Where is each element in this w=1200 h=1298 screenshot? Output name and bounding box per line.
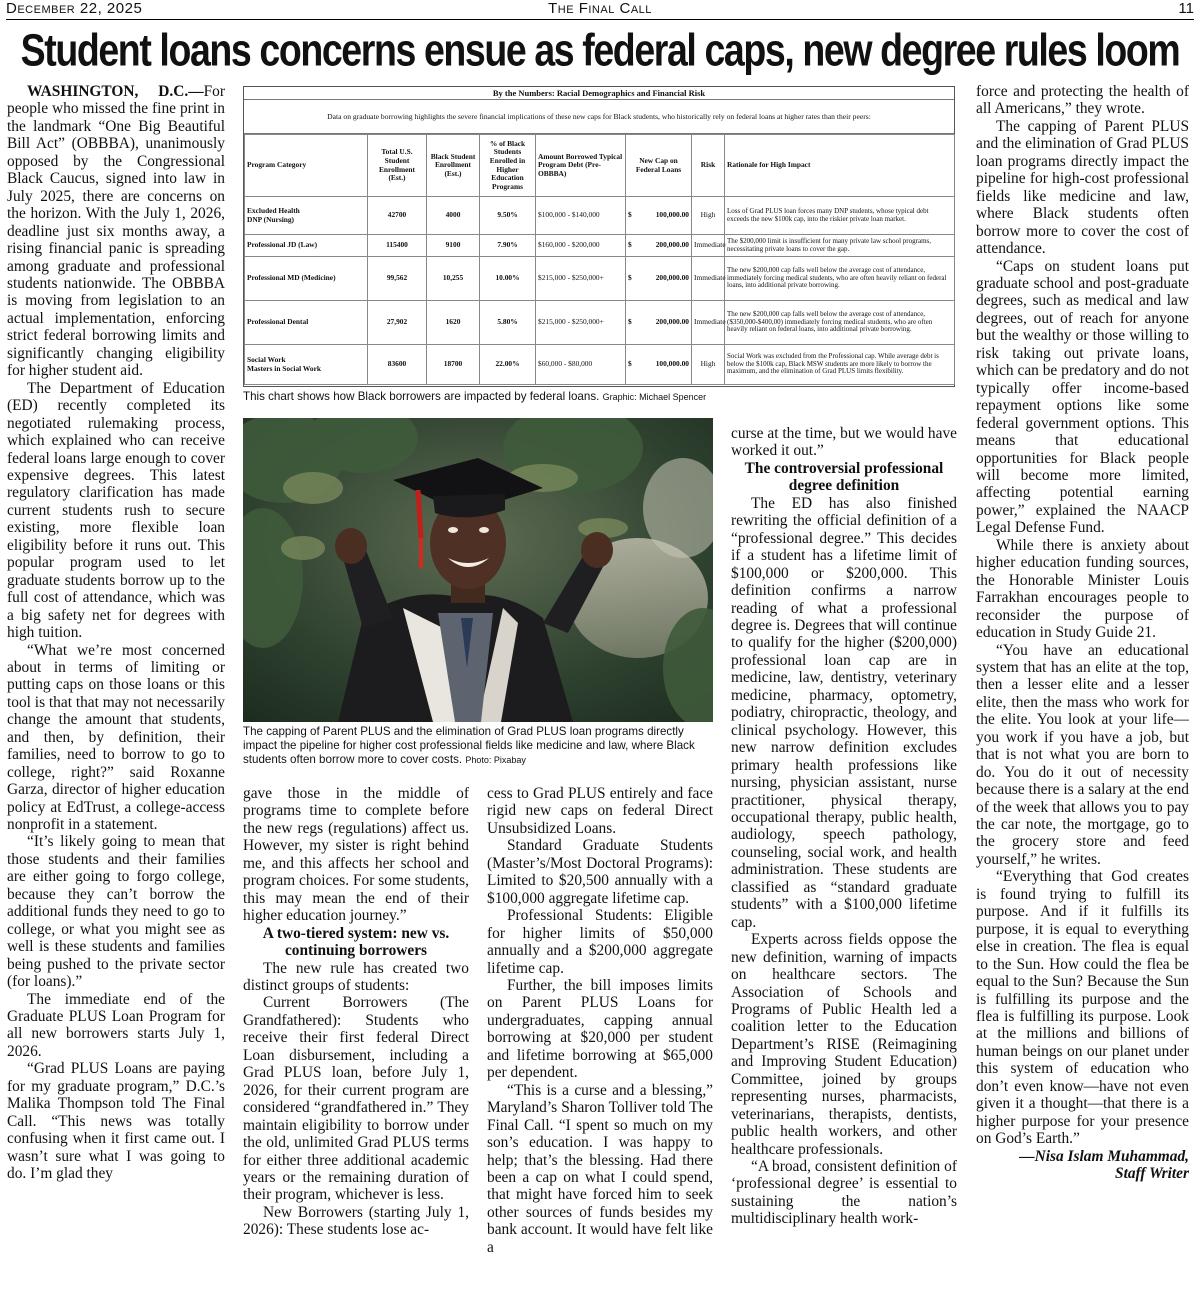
article-paragraph: “It’s likely going to mean that those students and their families are either going to forgo college, because they can’t borrow the additional funds they need to go to college, or what you might see as well is these students and families being pushed to the private sector (for loans).” (7, 833, 225, 991)
cell-total-enrollment: 83600 (368, 345, 427, 385)
column-header: Total U.S. Student Enrollment (Est.) (368, 135, 427, 197)
article-column-1 (7, 83, 225, 1293)
cell-black-percent: 10.00% (480, 257, 536, 301)
article-paragraph: “Everything that God creates is found trying to fulfill its purpose. And if it fulfills its purpose, it is equal to everything else in creation. The flea is equal to the Sun. How could the flea be equal to the Sun? Because the Sun is fulfilling its purpose and the flea is fulfilling its purpose. Look at the millions and billions of human beings on our planet under this system of education who don’t even know—have not even given it a thought—that there is a higher purpose for your presence on God’s Earth.” (976, 868, 1189, 1148)
table-row (245, 235, 955, 257)
byline-name: —Nisa Islam Muhammad, (1019, 1147, 1189, 1165)
article-paragraph: Further, the bill imposes limits on Parent PLUS Loans for undergraduates, capping annual borrowing at $20,000 per student and lifetime borrowing at $65,000 per dependent. (487, 976, 713, 1082)
column-header: Program Category (245, 135, 368, 197)
cell-black-percent: 9.50% (480, 197, 536, 235)
article-column-2 (243, 785, 469, 1295)
article-paragraph: The new rule has created two distinct groups of students: (243, 959, 469, 994)
column-header: Risk (692, 135, 725, 197)
article-paragraph: New Borrowers (starting July 1, 2026): These students lose ac- (243, 1203, 469, 1239)
cell-category: Social Work Masters in Social Work (245, 345, 368, 385)
table-caption (243, 390, 955, 404)
article-paragraph: curse at the time, but we would have worked it out.” (731, 425, 957, 460)
photo-credit: Photo: Pixabay (465, 755, 526, 765)
photo-caption (243, 725, 718, 767)
article-column-4 (731, 425, 957, 1295)
caption-text: The capping of Parent PLUS and the elimination of Grad PLUS loan programs directly impact the pipeline for higher cost professional fields like medicine and law, where Black students often borrow more to cover costs. (243, 725, 695, 766)
cell-black-percent: 22.00% (480, 345, 536, 385)
cell-new-cap: $ 100,000.00 (626, 345, 692, 385)
cell-total-enrollment: 99,562 (368, 257, 427, 301)
table-row (245, 301, 955, 345)
byline-title: Staff Writer (1115, 1165, 1189, 1183)
article-paragraph: Standard Graduate Students (Master’s/Most Doctoral Programs): Limited to $20,500 annually with a $100,000 aggregate lifetime cap. (487, 837, 713, 907)
table-row (245, 345, 955, 385)
article-paragraph: “Caps on student loans put graduate school and post-graduate degrees, such as medical and law degrees, out of reach for anyone but the wealthy or those willing to risk taking out private loans, which can be predatory and do not typically offer income-based repayment options like some federal government options. This means that educational opportunities for Black people will become more limited, affecting potential earning power,” explained the NAACP Legal Defense Fund. (976, 257, 1189, 537)
article-paragraph: “This is a curse and a blessing,” Maryland’s Sharon Tolliver told The Final Call. “I spent so much on my son’s education. I was happy to help; that’s the blessing. Had there been a cap on what I could spend, that might have forced him to seek other sources of funds besides my bank account. It would have felt like a (487, 1081, 713, 1256)
article-paragraph: “A broad, consistent definition of ‘professional degree’ is essential to sustaining the nation’s multidisciplinary health work- (731, 1158, 957, 1228)
article-paragraph: “What we’re most concerned about in terms of limiting or putting caps on those loans or this tool is that that may not necessarily change the amount that students, and then, by definition, their families, need to borrow to go to college, right?” said Roxanne Garza, director of higher education policy at EdTrust, a college-access nonprofit in a statement. (7, 641, 225, 834)
publication-name: The Final Call (548, 0, 652, 17)
article-paragraph: force and protecting the health of all Americans,” they wrote. (976, 83, 1189, 118)
issue-date: December 22, 2025 (6, 0, 143, 17)
cell-typical-debt: $60,000 - $80,000 (536, 345, 626, 385)
headline: Student loans concerns ensue as federal caps, new degree rules loom (20, 24, 1180, 76)
cell-black-enrollment: 10,255 (427, 257, 480, 301)
cell-risk: Immediate (692, 301, 725, 345)
cell-risk: Immediate (692, 257, 725, 301)
article-paragraph: While there is anxiety about higher education funding sources, the Honorable Minister Louis Farrakhan encourages people to reconsider the purpose of education in Study Guide 21. (976, 536, 1189, 642)
article-paragraph: The Department of Education (ED) recently completed its negotiated rulemaking process, which explained who can receive federal loans large enough to cover expensive degrees. This latest regulatory clarification has made current students rush to secure existing, more flexible loan eligibility before it runs out. This popular program used to let graduate students borrow up to the full cost of attendance, which was a big safety net for degrees with high tuition. (7, 379, 225, 642)
cell-risk: High (692, 345, 725, 385)
article-paragraph: The capping of Parent PLUS and the elimination of Grad PLUS loan programs directly impact the pipeline for high-cost professional fields like medicine and law, where Black students often borrow more to cover the cost of attendance. (976, 117, 1189, 258)
table-row (245, 257, 955, 301)
column-header: % of Black Students Enrolled in Higher Education Programs (480, 135, 536, 197)
cell-total-enrollment: 27,902 (368, 301, 427, 345)
article-paragraph: Experts across fields oppose the new definition, warning of impacts on healthcare sectors. The Association of Schools and Programs of Public Health led a coalition letter to the Education Department’s RISE (Reimagining and Improving Student Education) Committee, joined by groups representing nurses, pharmacists, veterinarians, therapists, dentists, public health workers, and other healthcare professionals. (731, 931, 957, 1158)
cell-rationale: Loss of Grad PLUS loan forces many DNP students, whose typical debt exceeds the new $100k cap, into the riskier private loan market. (725, 197, 955, 235)
article-column-5 (976, 83, 1189, 1295)
cell-new-cap: $ 200,000.00 (626, 235, 692, 257)
article-paragraph: The ED has also finished rewriting the official definition of a “professional degree.” This decides if a student has a lifetime limit of $100,000 or $200,000. This definition confirms a narrow reading of what a professional degree is. Degrees that will continue to qualify for the higher ($200,000) professional loan cap are in medicine, law, dentistry, veterinary medicine, pharmacy, optometry, podiatry, chiropractic, theology, and clinical psychology. However, this new narrow definition excludes primary health professions like nursing, physician assistant, nurse practitioner, physical therapy, occupational therapy, public health, audiology, speech pathology, counseling, social work, and health administration. These students are classified as “standard graduate students” with a $100,000 lifetime cap. (731, 494, 957, 931)
paragraph-text: For people who missed the fine print in the landmark “One Big Beautiful Bill Act” (OBBBA), unanimously opposed by the Congressional Black Caucus, signed into law in July 2025, there are concerns on the horizon. With the July 1, 2026, deadline just six months away, a rising financial panic is spreading among graduate and professional students nationwide. The OBBBA is moving from legislation to an actual implementation, enforcing strict federal borrowing limits and significantly changing eligibility for higher student aid. (7, 83, 225, 380)
table-title: By the Numbers: Racial Demographics and Financial Risk (244, 87, 954, 100)
table-header-row (245, 135, 955, 197)
cell-typical-debt: $160,000 - $200,000 (536, 235, 626, 257)
graduate-photo (243, 418, 713, 722)
cell-rationale: The $200,000 limit is insufficient for many private law school programs, necessitating private loans to cover the gap. (725, 235, 955, 257)
page-number: 11 (1178, 0, 1194, 17)
cell-new-cap: $ 200,000.00 (626, 257, 692, 301)
cell-black-enrollment: 1620 (427, 301, 480, 345)
subhead: A two-tiered system: new vs. continuing borrowers (262, 924, 450, 960)
cell-black-percent: 7.90% (480, 235, 536, 257)
masthead-bar (6, 0, 1194, 20)
cell-rationale: The new $200,000 cap falls well below the average cost of attendance, immediately forcing medical students, who are often heavily reliant on federal loans, into additional private borrowing. (725, 257, 955, 301)
cell-category: Professional Dental (245, 301, 368, 345)
cell-total-enrollment: 115400 (368, 235, 427, 257)
data-table (244, 134, 955, 385)
caption-text: This chart shows how Black borrowers are impacted by federal loans. (243, 390, 600, 403)
dateline: WASHINGTON, D.C.— (27, 83, 204, 100)
article-column-3 (487, 785, 713, 1295)
article-paragraph: Professional Students: Eligible for higher limits of $50,000 annually and a $200,000 aggregate lifetime cap. (487, 907, 713, 977)
column-header: Amount Borrowed Typical Program Debt (Pre-OBBBA) (536, 135, 626, 197)
masthead-rule (6, 19, 1194, 20)
cell-typical-debt: $215,000 - $250,000+ (536, 257, 626, 301)
cell-category: Professional JD (Law) (245, 235, 368, 257)
column-header: New Cap on Federal Loans (626, 135, 692, 197)
cell-black-enrollment: 4000 (427, 197, 480, 235)
cell-risk: Immediate (692, 235, 725, 257)
cell-rationale: Social Work was excluded from the Professional cap. While average debt is below the $100k cap, Black MSW students are more likely to borrow the maximum, and the elimination of Grad PLUS limits flexibility. (725, 345, 955, 385)
cell-typical-debt: $215,000 - $250,000+ (536, 301, 626, 345)
article-paragraph: Current Borrowers (The Grandfathered): Students who receive their first federal Direct Loan disbursement, including a Grad PLUS loan, before July 1, 2026, for their current program are considered “grandfathered in.” They maintain eligibility to borrow under the old, unlimited Grad PLUS terms for either three additional academic years or the remaining duration of their program, whichever is less. (243, 994, 469, 1204)
article-paragraph: gave those in the middle of programs time to complete before the new regs (regulations) affect us. However, my sister is right behind me, and this affects her school and program choices. For some students, this may mean the end of their higher education journey.” (243, 785, 469, 925)
article-paragraph: cess to Grad PLUS entirely and face rigid new caps on federal Direct Unsubsidized Loans. (487, 785, 713, 837)
cell-total-enrollment: 42700 (368, 197, 427, 235)
article-paragraph: “Grad PLUS Loans are paying for my graduate program,” D.C.’s Malika Thompson told The Final Call. “This news was totally confusing when it first came out. I wasn’t sure what I was going to do. I’m glad they (7, 1060, 225, 1183)
subhead: The controversial professional degree definition (744, 459, 944, 495)
table-subtitle: Data on graduate borrowing highlights the severe financial implications of these new caps for Black students, who historically rely on federal loans at higher rates than their peers: (244, 100, 954, 134)
cell-black-enrollment: 18700 (427, 345, 480, 385)
cell-category: Professional MD (Medicine) (245, 257, 368, 301)
article-paragraph: The immediate end of the Graduate PLUS Loan Program for all new borrowers starts July 1, 2026. (7, 990, 225, 1060)
article-paragraph (7, 83, 225, 380)
graphic-credit: Graphic: Michael Spencer (602, 392, 707, 402)
cell-black-enrollment: 9100 (427, 235, 480, 257)
cell-category: Excluded Health DNP (Nursing) (245, 197, 368, 235)
cell-new-cap: $ 100,000.00 (626, 197, 692, 235)
column-header: Rationale for High Impact (725, 135, 955, 197)
cell-typical-debt: $100,000 - $140,000 (536, 197, 626, 235)
cell-new-cap: $ 200,000.00 (626, 301, 692, 345)
data-table-graphic (243, 86, 955, 387)
column-header: Black Student Enrollment (Est.) (427, 135, 480, 197)
cell-rationale: The new $200,000 cap falls well below the average cost of attendance, ($350,000-$400,00) immediately forcing medical students, who are often heavily reliant on federal loans, into additional private borrowing. (725, 301, 955, 345)
cell-risk: High (692, 197, 725, 235)
table-row (245, 197, 955, 235)
article-paragraph: “You have an educational system that has an elite at the top, then a lesser elite and a lesser elite, then the mass who work for the elite. You look at your life—you work if you have a job, but that is not what you are born to do. You do it out of necessity because there is a salary at the end of the week that allows you to pay the car note, the mortgage, go to the grocery store and feed yourself,” he writes. (976, 641, 1189, 868)
graduate-photo-illustration (243, 418, 713, 722)
cell-black-percent: 5.80% (480, 301, 536, 345)
